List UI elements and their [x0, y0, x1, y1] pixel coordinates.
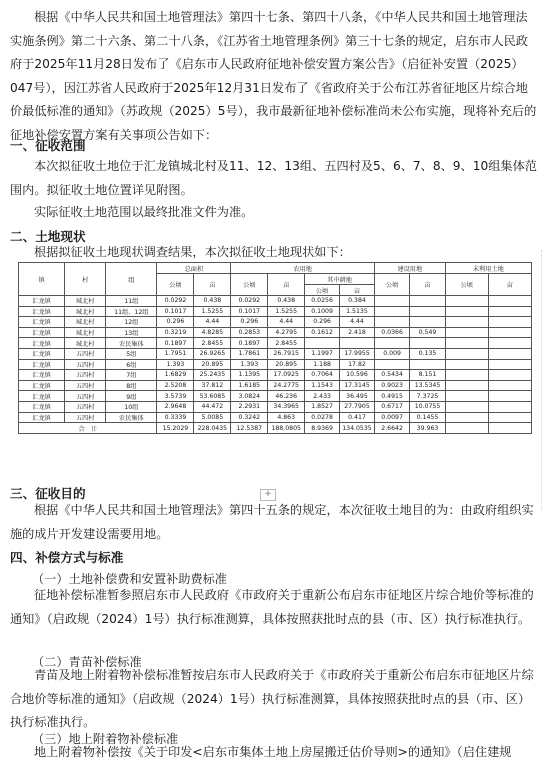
- table-cell-t-mu: 37.812: [194, 380, 231, 391]
- table-cell-village: 五四村: [65, 401, 106, 412]
- table-cell-t-ha: 0.1017: [157, 306, 194, 317]
- intro-paragraph: 根据《中华人民共和国土地管理法》第四十七条、第四十八条，《中华人民共和国土地管理法实施条例》第二十六条、第二十八条，《江苏省土地管理条例》第三十七条的规定，启东市人民政府于2025年11月28日发布了《启东市人民政府征地补偿安置方案公告》（启征补安置（2025）047号），因江苏省人民政府于2025年12月31日发布了《省政府关于公布江苏省征地区片综合地价最低标准的通知》（苏政规（2025）5号），我市最新征地补偿标准尚未公布实施，现将补充后的征地补偿安置方案有关事项公告如下：: [10, 10, 537, 142]
- add-row-button[interactable]: +: [260, 489, 276, 501]
- table-cell-u-ha: [445, 359, 488, 370]
- table-cell-group: 9组: [106, 391, 157, 402]
- table-cell-c-ha: [374, 317, 409, 328]
- table-cell-a-ha: 0.1897: [231, 338, 268, 349]
- table-cell-u-mu: [488, 338, 531, 349]
- table-cell-a-mu: 0.438: [268, 296, 305, 307]
- table-cell-group: 12组: [106, 317, 157, 328]
- col-arable-mu: 亩: [340, 285, 375, 296]
- table-cell-e-ha: 1.1997: [305, 348, 340, 359]
- table-cell-t-ha: 2.5208: [157, 380, 194, 391]
- table-cell-group: 13组: [106, 327, 157, 338]
- table-cell-village: 城北村: [65, 296, 106, 307]
- table-cell-u-mu: [488, 412, 531, 423]
- table-cell-u-ha: [445, 327, 488, 338]
- table-cell-a-mu: 46.236: [268, 391, 305, 402]
- table-cell-u-ha: [445, 348, 488, 359]
- table-cell-u-mu: [488, 380, 531, 391]
- table-cell-c-ha: 0.009: [374, 348, 409, 359]
- table-cell-a-mu: 26.7915: [268, 348, 305, 359]
- table-cell-t-ha: 1.393: [157, 359, 194, 370]
- table-cell-group: 5组: [106, 348, 157, 359]
- table-cell-town: 汇龙镇: [19, 338, 65, 349]
- table-cell-u-mu: [488, 296, 531, 307]
- table-cell-town: 汇龙镇: [19, 359, 65, 370]
- table-cell-c-mu: [410, 296, 445, 307]
- table-cell-t-ha: 0.3219: [157, 327, 194, 338]
- table-total-c-mu: 39.963: [410, 423, 445, 434]
- table-row: [19, 317, 532, 328]
- table-cell-t-ha: 3.5739: [157, 391, 194, 402]
- table-cell-a-ha: 1.6185: [231, 380, 268, 391]
- table-cell-t-mu: 2.8455: [194, 338, 231, 349]
- table-cell-c-mu: 10.0755: [410, 401, 445, 412]
- table-cell-a-mu: 34.3965: [268, 401, 305, 412]
- table-cell-e-ha: 1.8527: [305, 401, 340, 412]
- table-cell-group: 农民集体: [106, 412, 157, 423]
- table-cell-t-ha: 1.6829: [157, 370, 194, 381]
- subsection3-heading: （三）地上附着物补偿标准: [32, 732, 179, 746]
- col-total-mu: 亩: [194, 274, 231, 296]
- col-group: 组: [106, 263, 157, 296]
- table-cell-a-mu: 24.2775: [268, 380, 305, 391]
- table-cell-a-mu: 4.44: [268, 317, 305, 328]
- table-cell-e-ha: 0.1612: [305, 327, 340, 338]
- section2-paragraph: 根据拟征收土地现状调查结果，本次拟征收土地现状如下：: [34, 245, 351, 259]
- table-cell-t-mu: 4.44: [194, 317, 231, 328]
- col-unused-ha: 公顷: [445, 274, 488, 296]
- table-cell-a-ha: 1.7861: [231, 348, 268, 359]
- col-arable-ha: 公顷: [305, 285, 340, 296]
- section4-heading: 四、补偿方式与标准: [10, 550, 124, 565]
- table-cell-group: 11组、12组: [106, 306, 157, 317]
- table-cell-u-mu: [488, 401, 531, 412]
- col-agri-ha: 公顷: [231, 274, 268, 296]
- table-cell-e-mu: 17.9955: [340, 348, 375, 359]
- table-total-e-ha: 8.9369: [305, 423, 340, 434]
- table-cell-village: 城北村: [65, 317, 106, 328]
- table-cell-a-ha: 3.0824: [231, 391, 268, 402]
- table-cell-group: 6组: [106, 359, 157, 370]
- table-cell-village: 城北村: [65, 327, 106, 338]
- table-cell-c-mu: 0.549: [410, 327, 445, 338]
- table-cell-e-mu: [340, 338, 375, 349]
- table-cell-e-mu: 36.495: [340, 391, 375, 402]
- table-cell-e-ha: 0.7064: [305, 370, 340, 381]
- table-cell-village: 五四村: [65, 348, 106, 359]
- page-edge-guide: [537, 250, 542, 510]
- table-cell-e-mu: 4.44: [340, 317, 375, 328]
- table-total-e-mu: 134.0535: [340, 423, 375, 434]
- table-total-u-ha: [445, 423, 488, 434]
- table-cell-group: 11组: [106, 296, 157, 307]
- table-cell-t-ha: 1.7951: [157, 348, 194, 359]
- table-row: [19, 348, 532, 359]
- table-row: [19, 359, 532, 370]
- table-cell-village: 五四村: [65, 359, 106, 370]
- table-row: [19, 306, 532, 317]
- table-cell-c-ha: [374, 296, 409, 307]
- table-row: [19, 370, 532, 381]
- table-cell-a-mu: 20.895: [268, 359, 305, 370]
- table-cell-t-ha: 2.9648: [157, 401, 194, 412]
- table-cell-e-mu: 17.82: [340, 359, 375, 370]
- table-cell-c-mu: 0.1455: [410, 412, 445, 423]
- table-cell-u-ha: [445, 338, 488, 349]
- table-cell-t-mu: 44.472: [194, 401, 231, 412]
- table-cell-a-ha: 0.2853: [231, 327, 268, 338]
- table-cell-e-ha: 2.433: [305, 391, 340, 402]
- table-cell-c-mu: [410, 338, 445, 349]
- table-cell-town: 汇龙镇: [19, 391, 65, 402]
- table-cell-a-mu: 4.2795: [268, 327, 305, 338]
- section1-paragraph: 本次拟征收土地位于汇龙镇城北村及11、12、13组、五四村及5、6、7、8、9、10组集体范围内。拟征收土地位置详见附图。: [10, 159, 537, 197]
- table-total-c-ha: 2.6642: [374, 423, 409, 434]
- table-cell-t-mu: 25.2435: [194, 370, 231, 381]
- table-cell-t-mu: 4.8285: [194, 327, 231, 338]
- table-cell-u-ha: [445, 391, 488, 402]
- table-cell-a-ha: 1.1395: [231, 370, 268, 381]
- section2-heading: 二、土地现状: [10, 229, 86, 244]
- col-agri-land: 农用地: [231, 263, 375, 274]
- table-row: [19, 338, 532, 349]
- table-cell-c-mu: [410, 306, 445, 317]
- table-cell-a-mu: 4.863: [268, 412, 305, 423]
- table-cell-t-ha: 0.3339: [157, 412, 194, 423]
- table-cell-village: 五四村: [65, 380, 106, 391]
- table-row: [19, 327, 532, 338]
- subsection3-paragraph: 地上附着物补偿按《关于印发<启东市集体土地上房屋搬迁估价导则>的通知》（启住建规: [34, 745, 512, 759]
- table-cell-e-mu: 17.3145: [340, 380, 375, 391]
- section3-heading: 三、征收目的: [10, 486, 86, 501]
- subsection2-paragraph: 青苗及地上附着物补偿标准暂按启东市人民政府关于《市政府关于重新公布启东市征地区片综合地价等标准的通知》（启政规（2024）1号）执行标准测算，具体按照获批时点的县（市、区）执行标准执行。: [10, 668, 534, 729]
- table-cell-t-ha: 0.296: [157, 317, 194, 328]
- table-cell-e-ha: 1.1543: [305, 380, 340, 391]
- table-row: [19, 401, 532, 412]
- table-cell-t-mu: 5.0085: [194, 412, 231, 423]
- table-cell-a-ha: 0.3242: [231, 412, 268, 423]
- table-cell-town: 汇龙镇: [19, 412, 65, 423]
- table-total-a-ha: 12.5387: [231, 423, 268, 434]
- table-cell-c-mu: 13.5345: [410, 380, 445, 391]
- table-cell-t-mu: 20.895: [194, 359, 231, 370]
- table-cell-u-ha: [445, 370, 488, 381]
- table-cell-t-mu: 1.5255: [194, 306, 231, 317]
- table-cell-town: 汇龙镇: [19, 296, 65, 307]
- table-total-row: [19, 423, 532, 434]
- table-cell-a-ha: 1.393: [231, 359, 268, 370]
- table-cell-u-mu: [488, 317, 531, 328]
- table-cell-u-mu: [488, 327, 531, 338]
- table-cell-e-ha: 0.0278: [305, 412, 340, 423]
- table-cell-a-ha: 0.296: [231, 317, 268, 328]
- col-construction-ha: 公顷: [374, 274, 409, 296]
- table-cell-c-mu: 0.135: [410, 348, 445, 359]
- col-construction-mu: 亩: [410, 274, 445, 296]
- table-cell-u-ha: [445, 296, 488, 307]
- table-cell-t-mu: 53.6085: [194, 391, 231, 402]
- table-cell-e-mu: 0.384: [340, 296, 375, 307]
- table-cell-u-mu: [488, 370, 531, 381]
- table-cell-c-mu: 7.3725: [410, 391, 445, 402]
- table-cell-e-mu: 27.7905: [340, 401, 375, 412]
- table-cell-e-ha: 0.296: [305, 317, 340, 328]
- table-cell-town: 汇龙镇: [19, 317, 65, 328]
- col-construction-land: 建设用地: [374, 263, 445, 274]
- table-cell-c-ha: 0.9023: [374, 380, 409, 391]
- table-cell-u-mu: [488, 306, 531, 317]
- table-cell-village: 城北村: [65, 338, 106, 349]
- table-cell-a-mu: 1.5255: [268, 306, 305, 317]
- table-cell-town: 汇龙镇: [19, 306, 65, 317]
- table-cell-c-ha: [374, 359, 409, 370]
- table-row: [19, 412, 532, 423]
- table-cell-town: 汇龙镇: [19, 380, 65, 391]
- subsection1-paragraph: 征地补偿标准暂参照启东市人民政府《市政府关于重新公布启东市征地区片综合地价等标准的通知》（启政规（2024）1号）执行标准测算，具体按照获批时点的县（市、区）执行标准执行。: [10, 588, 534, 626]
- table-cell-u-mu: [488, 391, 531, 402]
- table-total-label: 合 计: [19, 423, 157, 434]
- col-total-area: 总面积: [157, 263, 231, 274]
- table-cell-group: 农民集体: [106, 338, 157, 349]
- table-cell-village: 五四村: [65, 412, 106, 423]
- col-unused-mu: 亩: [488, 274, 531, 296]
- table-cell-a-ha: 2.2931: [231, 401, 268, 412]
- table-cell-a-ha: 0.0292: [231, 296, 268, 307]
- table-cell-t-mu: 26.9265: [194, 348, 231, 359]
- table-cell-town: 汇龙镇: [19, 401, 65, 412]
- table-cell-town: 汇龙镇: [19, 370, 65, 381]
- table-cell-group: 7组: [106, 370, 157, 381]
- table-cell-t-ha: 0.1897: [157, 338, 194, 349]
- table-cell-c-ha: 0.6717: [374, 401, 409, 412]
- subsection1-heading: （一）土地补偿费和安置补助费标准: [32, 572, 227, 586]
- table-cell-e-mu: 2.418: [340, 327, 375, 338]
- table-cell-group: 10组: [106, 401, 157, 412]
- table-cell-e-ha: 1.188: [305, 359, 340, 370]
- table-cell-town: 汇龙镇: [19, 327, 65, 338]
- table-cell-c-ha: 0.0366: [374, 327, 409, 338]
- subsection2-heading: （二）青苗补偿标准: [32, 655, 142, 669]
- table-cell-village: 五四村: [65, 370, 106, 381]
- table-row: [19, 391, 532, 402]
- land-status-table: [18, 262, 532, 434]
- table-cell-c-mu: [410, 359, 445, 370]
- table-cell-u-ha: [445, 306, 488, 317]
- table-cell-t-mu: 0.438: [194, 296, 231, 307]
- table-cell-village: 五四村: [65, 391, 106, 402]
- section3-paragraph: 根据《中华人民共和国土地管理法》第四十五条的规定，本次征收土地目的为：由政府组织实施的成片开发建设需要用地。: [10, 503, 534, 541]
- table-cell-e-ha: 0.1009: [305, 306, 340, 317]
- col-unused-land: 未利用土地: [445, 263, 531, 274]
- table-cell-village: 城北村: [65, 306, 106, 317]
- col-village: 村: [65, 263, 106, 296]
- table-cell-e-mu: 0.417: [340, 412, 375, 423]
- table-cell-u-ha: [445, 401, 488, 412]
- table-total-a-mu: 188.0805: [268, 423, 305, 434]
- table-cell-a-mu: 17.0925: [268, 370, 305, 381]
- table-cell-c-ha: 0.5434: [374, 370, 409, 381]
- table-cell-u-ha: [445, 412, 488, 423]
- table-cell-u-mu: [488, 348, 531, 359]
- section1-heading: 一、征收范围: [10, 138, 86, 153]
- table-cell-u-ha: [445, 317, 488, 328]
- table-cell-e-mu: 1.5135: [340, 306, 375, 317]
- table-cell-c-mu: [410, 317, 445, 328]
- table-cell-c-ha: 0.4915: [374, 391, 409, 402]
- table-cell-c-ha: [374, 306, 409, 317]
- table-total-t-ha: 15.2029: [157, 423, 194, 434]
- col-arable: 其中耕地: [305, 274, 375, 285]
- table-cell-e-ha: [305, 338, 340, 349]
- table-cell-u-mu: [488, 359, 531, 370]
- table-cell-c-ha: 0.0097: [374, 412, 409, 423]
- table-cell-e-mu: 10.596: [340, 370, 375, 381]
- table-total-u-mu: [488, 423, 531, 434]
- table-row: [19, 296, 532, 307]
- table-cell-a-ha: 0.1017: [231, 306, 268, 317]
- col-town: 镇: [19, 263, 65, 296]
- table-cell-group: 8组: [106, 380, 157, 391]
- section1-note: 实际征收土地范围以最终批准文件为准。: [34, 205, 254, 219]
- table-cell-c-ha: [374, 338, 409, 349]
- table-total-t-mu: 228.0435: [194, 423, 231, 434]
- table-row: [19, 380, 532, 391]
- table-cell-town: 汇龙镇: [19, 348, 65, 359]
- col-agri-mu: 亩: [268, 274, 305, 296]
- table-cell-e-ha: 0.0256: [305, 296, 340, 307]
- table-cell-t-ha: 0.0292: [157, 296, 194, 307]
- table-cell-a-mu: 2.8455: [268, 338, 305, 349]
- table-cell-c-mu: 8.151: [410, 370, 445, 381]
- table-cell-u-ha: [445, 380, 488, 391]
- col-total-ha: 公顷: [157, 274, 194, 296]
